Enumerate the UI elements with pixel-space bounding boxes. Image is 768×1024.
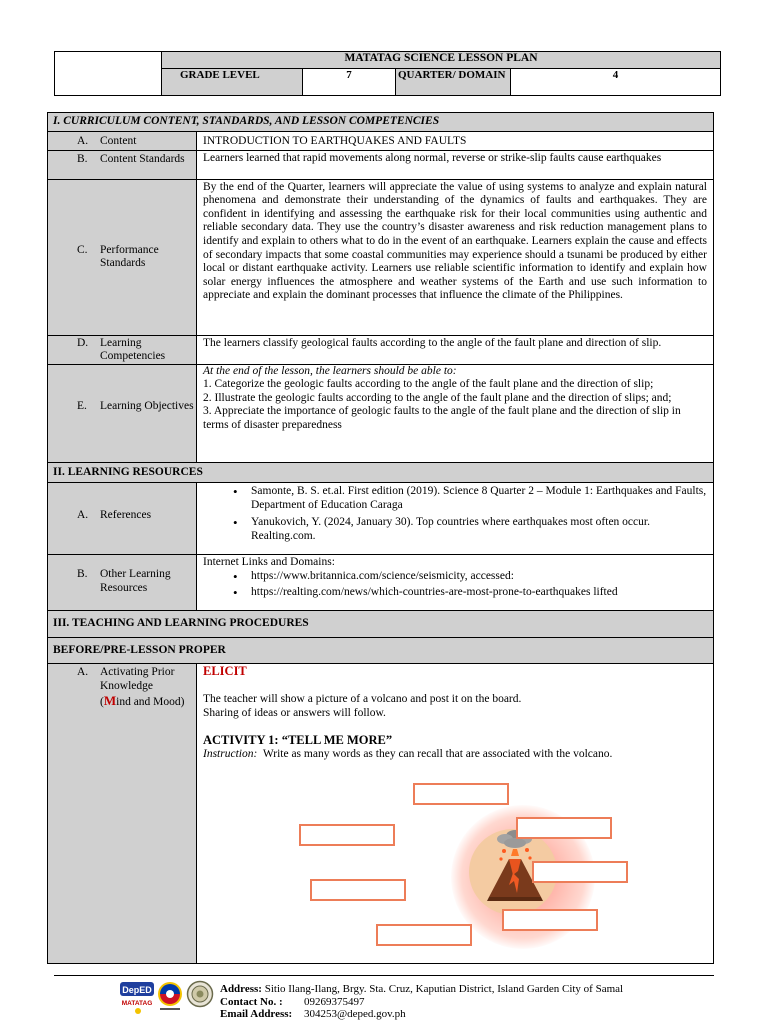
elicit-paragraph: Sharing of ideas or answers will follow. [203,706,386,719]
bagong-pilipinas-logo-icon [156,980,184,1014]
footer-logos [118,978,218,1018]
instruction-text: Write as many words as they can recall that are associated with the volcano. [262,747,613,760]
header-table [54,51,721,96]
other-resources-value [197,555,714,611]
activity-instruction [203,748,707,762]
reference-item: • Yanukovich, Y. (2024, January 30). Top countries where earthquakes most often occur. Realting.com. [233,516,707,543]
answer-box-3[interactable] [299,824,395,846]
label-line1: Activating Prior Knowledge [100,666,175,692]
objective-item: 1. Categorize the geologic faults according to the angle of the fault plane and the direction of slip; [203,378,654,391]
elicit-paragraph: The teacher will show a picture of a volcano and post it on the board. [203,692,522,705]
links-list [203,570,707,600]
contact-value: 09269375497 [304,995,365,1008]
volcano-word-web [203,761,707,941]
row-letter: A. [77,134,89,147]
row-label-text: References [100,509,152,522]
row-letter: B. [77,152,88,165]
row-label-text: Other Learning Resources [100,568,171,594]
row-label [48,483,197,555]
row-learning-competencies [48,335,714,364]
performance-standards-value: By the end of the Quarter, learners will appreciate the value of using systems to analyze and explain natural phenomena and demonstrate their understanding of the dynamics of faults and earthquakes. They are confident in identifying and assessing the earthquake risk for their local communities using authentic and reliable secondary data. They use the country’s disaster awareness and risk reduction management plans to identify and explain to others what to do in the event of an earthquake. Learners explain the cause and effects of secondary impacts that some coastal communities may experience should a tsunami be produced by either local or distant earthquake activity. Learners use reliable scientific information to identify and explain how solar energy influences the atmosphere and weather systems of the Earth and use such information to appreciate and explain the dominant processes that influence the climate of the Philippines. [197,179,714,335]
section-procedures-title: III. TEACHING AND LEARNING PROCEDURES [48,611,714,638]
answer-box-1[interactable] [413,783,509,805]
section-resources-title: II. LEARNING RESOURCES [48,462,714,483]
objective-item: 3. Appreciate the importance of geologic faults to the angle of the fault plane and the direction of slip in terms of disaster preparedness [203,405,681,431]
row-label-text: Content [100,134,137,147]
row-label [48,150,197,179]
address-value: Sitio Ilang-Ilang, Brgy. Sta. Cruz, Kaputian District, Island Garden City of Samal [264,983,624,995]
answer-box-4[interactable] [532,861,628,883]
row-learning-objectives [48,364,714,462]
row-label-text: Learning Objectives [100,399,194,412]
answer-box-7[interactable] [376,924,472,946]
row-label-text: Content Standards [100,152,185,165]
row-performance-standards [48,179,714,335]
row-label-text: Performance Standards [100,243,159,270]
address-label: Address: [220,983,262,995]
footer-contact-line [220,996,623,1009]
row-content-standards [48,150,714,179]
instruction-label: Instruction: [203,747,258,760]
row-letter: D. [77,336,89,349]
grade-level-label: GRADE LEVEL [162,69,303,96]
row-other-resources [48,555,714,611]
links-intro: Internet Links and Domains: [203,556,335,569]
row-letter: A. [77,509,89,522]
row-label [48,664,197,964]
activating-value [197,664,714,964]
row-label [48,555,197,611]
row-label-text: Learning Competencies [100,336,166,363]
row-label [48,364,197,462]
row-label [48,131,197,150]
footer-email-line [220,1008,623,1021]
label-paren: ( [100,695,104,708]
row-letter: B. [77,568,88,581]
row-references [48,483,714,555]
reference-item: • Samonte, B. S. et.al. First edition (2019). Science 8 Quarter 2 – Module 1: Earthquakes and Faults, Department of Education Caraga [233,485,707,512]
row-content [48,131,714,150]
objectives-intro: At the end of the lesson, the learners should be able to: [203,364,457,377]
logo-cell [55,52,162,96]
quarter-label: QUARTER/ DOMAIN [396,69,511,96]
label-rest: ind and Mood) [116,695,185,708]
email-label: Email Address: [220,1008,293,1020]
footer-address-line [220,983,623,996]
before-lesson-title: BEFORE/PRE-LESSON PROPER [48,637,714,664]
elicit-heading: ELICIT [203,664,247,679]
grade-level-value: 7 [303,69,396,96]
references-value [197,483,714,555]
row-label [48,179,197,335]
references-list [203,485,707,543]
matatag-logo-text: MATATAG [121,1000,153,1007]
content-value: INTRODUCTION TO EARTHQUAKES AND FAULTS [197,131,714,150]
resource-link[interactable]: • https://realting.com/news/which-countries-are-most-prone-to-earthquakes lifted [233,586,707,600]
row-label [48,335,197,364]
lesson-plan-table [47,112,714,964]
footer-contact [220,983,623,1021]
learning-competencies-value: The learners classify geological faults according to the angle of the fault plane and direction of slip. [197,335,714,364]
row-label-text [100,666,194,709]
answer-box-5[interactable] [310,879,406,901]
answer-box-2[interactable] [516,817,612,839]
resource-link[interactable]: • https://www.britannica.com/science/seismicity, accessed: [233,570,707,584]
row-letter: E. [77,399,87,412]
lesson-plan-title: MATATAG SCIENCE LESSON PLAN [162,52,721,69]
row-activating-prior-knowledge [48,664,714,964]
objective-item: 2. Illustrate the geologic faults according to the angle of the fault plane and the direction of slips; and; [203,391,672,404]
section-curriculum-title: I. CURRICULUM CONTENT, STANDARDS, AND LESSON COMPETENCIES [48,113,714,132]
row-letter: A. [77,666,89,679]
contact-label: Contact No. : [220,995,283,1008]
footer-divider [54,975,714,976]
activity-title: ACTIVITY 1: “TELL ME MORE” [203,733,393,748]
deped-logo-text: DepED [122,985,152,995]
email-value[interactable]: 304253@deped.gov.ph [304,1008,406,1020]
quarter-value: 4 [511,69,721,96]
content-standards-value: Learners learned that rapid movements along normal, reverse or strike-slip faults cause earthquakes [197,150,714,179]
label-m-letter: M [103,692,117,708]
school-seal-icon [186,980,214,1008]
learning-objectives-value [197,364,714,462]
answer-box-6[interactable] [502,909,598,931]
row-letter: C. [77,243,88,256]
